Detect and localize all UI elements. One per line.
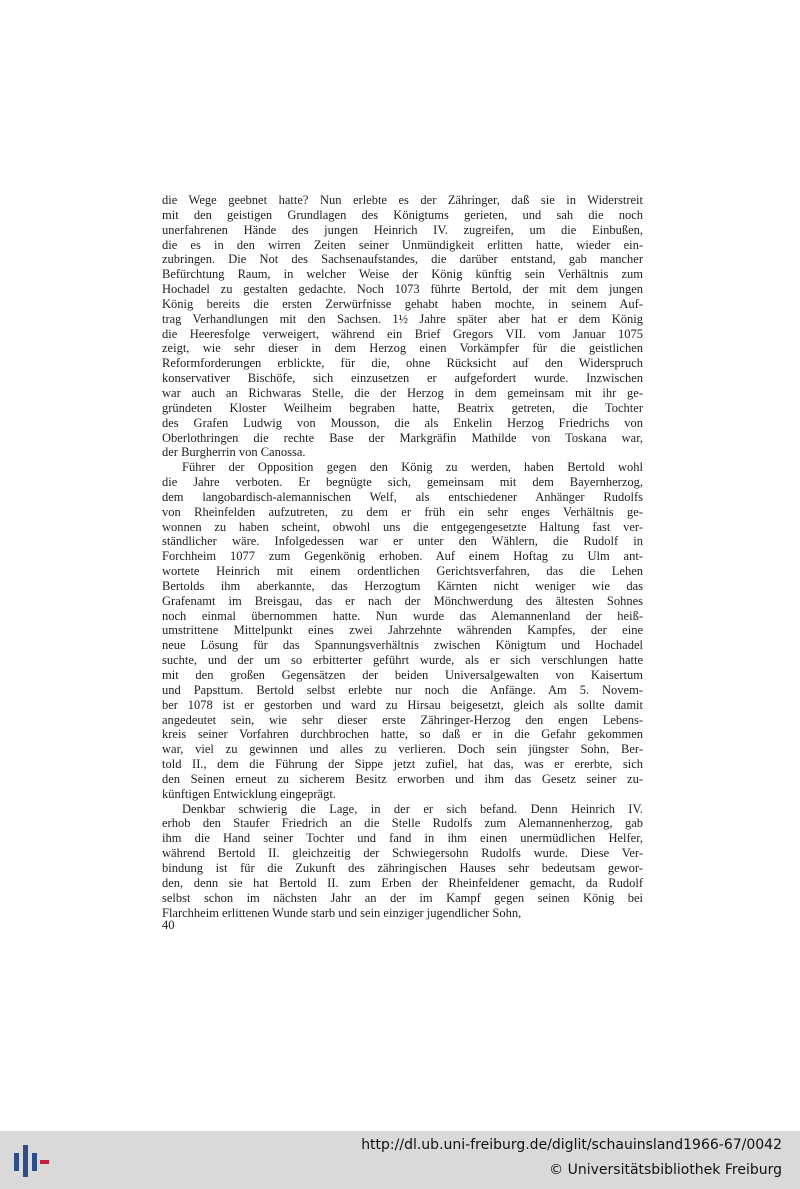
text-line: suchte, und der um so erbitterter geführt wurde, als er sich verschlungen hatte	[162, 653, 643, 668]
text-line: König bereits die ersten Zerwürfnisse gehabt haben mochte, in seinem Auf-	[162, 296, 643, 311]
text-line: wortete Heinrich mit einem ordentlichen Gerichtsverfahren, das die Lehen	[162, 564, 643, 579]
text-line: ständlicher wäre. Infolgedessen war er unter den Wählern, die Rudolf in	[162, 534, 643, 549]
text-line: bindung ist für die Zukunft des zähringischen Hauses sehr bedeutsam gewor-	[162, 860, 643, 875]
digital-library-link[interactable]: http://dl.ub.uni-freiburg.de/diglit/schauinsland1966-67/0042	[361, 1137, 782, 1153]
text-line: Flarchheim erlittenen Wunde starb und sein einziger jugendlicher Sohn,	[162, 905, 522, 920]
text-line: zeigt, wie sehr dieser in dem Herzog einen Vorkämpfer für die geistlichen	[162, 341, 643, 356]
text-line: mit den großen Gegensätzen der beiden Universalgewalten von Kaisertum	[162, 668, 643, 682]
text-line: selbst schon im nächsten Jahr an der im Kampf gegen seinen König bei	[162, 890, 643, 905]
text-line: war auch an Richwaras Stelle, die der Herzog in dem gemeinsam mit ihr ge-	[162, 385, 643, 400]
text-line: zubringen. Die Not des Sachsenaufstandes, die darüber entstand, gab mancher	[162, 252, 643, 267]
text-line: konservativer Bischöfe, sich einzusetzen er aufgefordert wurde. Inzwischen	[162, 371, 643, 386]
ub-freiburg-logo-icon	[12, 1143, 52, 1179]
text-line: des Grafen Ludwig von Mousson, die als Enkelin Herzog Friedrichs von	[162, 415, 643, 430]
page-body-text	[162, 193, 643, 920]
text-line: Befürchtung Raum, in welcher Weise der König künftig sein Verhältnis zum	[162, 267, 643, 282]
text-line: told II., dem die Führung der Sippe jetzt zufiel, hat das, was er ererbte, sich	[162, 757, 643, 772]
text-line: dem langobardisch-alemannischen Welf, als entschiedener Anhänger Rudolfs	[162, 489, 643, 504]
footer-bar	[0, 1131, 800, 1189]
text-line: die Heeresfolge verweigert, während ein Brief Gregors VII. vom Januar 1075	[162, 326, 643, 341]
text-line: ber 1078 ist er gestorben und ward zu Hirsau beigesetzt, gleich als sollte damit	[162, 697, 643, 712]
text-line: den Seinen erneut zu sicherem Besitz erworben und ihm das Gesetz seiner zu-	[162, 771, 643, 786]
text-line: den, denn sie hat Bertold II. zum Erben der Rheinfeldener gemacht, da Rudolf	[162, 875, 643, 890]
text-line: während Bertold II. gleichzeitig der Schwiegersohn Rudolfs wurde. Diese Ver-	[162, 846, 643, 861]
text-line: der Burgherrin von Canossa.	[162, 445, 306, 460]
text-line: Oberlothringen die rechte Base der Markgräfin Mathilde von Toskana war,	[162, 430, 643, 445]
text-line: Denkbar schwierig die Lage, in der er sich befand. Denn Heinrich IV.	[182, 801, 643, 816]
text-line: umstrittene Mittelpunkt eines zwei Jahrzehnte währenden Kampfes, der eine	[162, 623, 643, 638]
text-line: künftigen Entwicklung eingeprägt.	[162, 786, 336, 801]
text-line: erhob den Staufer Friedrich an die Stelle Rudolfs zum Alemannenherzog, gab	[162, 816, 643, 831]
page-number: 40	[162, 918, 175, 932]
text-line: von Rheinfelden aufzutreten, zu dem er früh ein sehr enges Verhältnis ge-	[162, 504, 643, 519]
text-line: kreis seiner Vorfahren durchbrochen hatte, so daß er in die Gefahr gekommen	[162, 727, 643, 742]
text-line: mit den geistigen Grundlagen des Königtums gerieten, und sah die noch	[162, 207, 643, 222]
copyright-notice: © Universitätsbibliothek Freiburg	[549, 1162, 782, 1178]
text-line: und Papsttum. Bertold selbst erlebte nur noch die Anfänge. Am 5. Novem-	[162, 682, 643, 697]
text-line: die Jahre verboten. Er begnügte sich, gemeinsam mit dem Bayernherzog,	[162, 475, 643, 490]
text-line: angedeutet sein, wie sehr dieser erste Zähringer-Herzog den engen Lebens-	[162, 712, 643, 727]
text-line: unerfahrenen Hände des jungen Heinrich IV. zugreifen, um die Einbußen,	[162, 222, 643, 237]
text-line: noch einmal übernommen hatte. Nun wurde das Alemannenland der heiß-	[162, 608, 643, 623]
text-line: Bertolds ihm aberkannte, das Herzogtum Kärnten nicht weniger wie das	[162, 578, 643, 593]
text-line: Reformforderungen erblickte, für die, ohne Rücksicht auf den Widerspruch	[162, 356, 643, 371]
text-line: Grafenamt im Breisgau, das er nach der Mönchwerdung des ältesten Sohnes	[162, 593, 643, 608]
text-line: wonnen zu haben scheint, obwohl uns die entgegengesetzte Haltung fast ver-	[162, 519, 643, 534]
text-line: Forchheim 1077 zum Gegenkönig erhoben. Auf einem Hoftag zu Ulm ant-	[162, 549, 643, 564]
text-line: neue Lösung für das Spannungsverhältnis zwischen Königtum und Hochadel	[162, 638, 643, 653]
text-line: Führer der Opposition gegen den König zu werden, haben Bertold wohl	[182, 460, 643, 475]
text-line: die es in den wirren Zeiten seiner Unmündigkeit erlitten hatte, wieder ein-	[162, 237, 643, 252]
text-line: die Wege geebnet hatte? Nun erlebte es der Zähringer, daß sie in Widerstreit	[162, 193, 643, 207]
text-line: Hochadel zu gestalten gedachte. Noch 1073 führte Bertold, der mit dem jungen	[162, 282, 643, 297]
text-line: gründeten Kloster Weilheim begraben hatte, Beatrix getreten, die Tochter	[162, 400, 643, 415]
text-line: war, viel zu gewinnen und alles zu verlieren. Doch sein jüngster Sohn, Ber-	[162, 742, 643, 757]
text-line: trag Verhandlungen mit den Sachsen. 1½ Jahre später aber hat er dem König	[162, 311, 643, 326]
text-line: ihm die Hand seiner Tochter und fand in ihm einen unermüdlichen Helfer,	[162, 831, 643, 846]
